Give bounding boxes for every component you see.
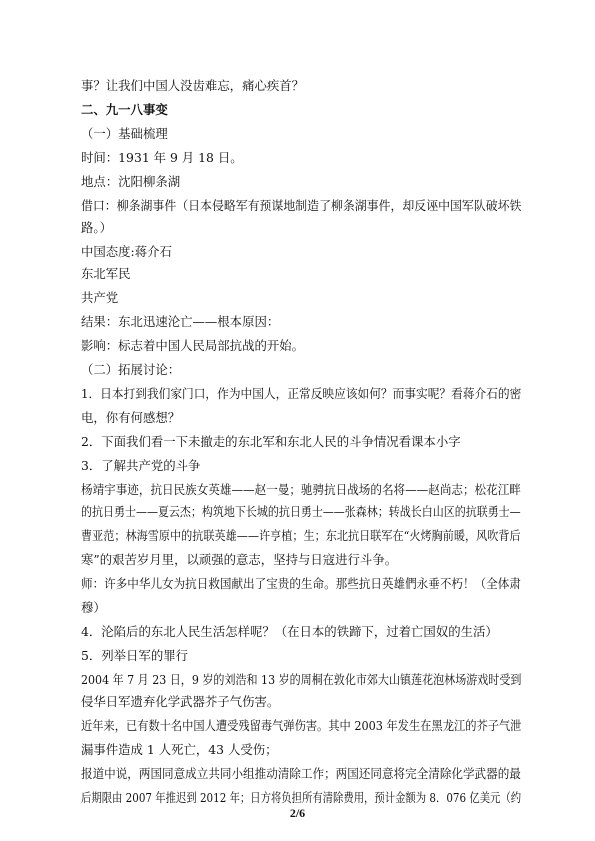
text-line: 4．沦陷后的东北人民生活怎样呢？（在日本的铁蹄下，过着亡国奴的生活） <box>81 624 498 639</box>
text-line: 报道中说，两国同意成立共同小组推动清除工作；两国还同意将完全清除化学武器的最 <box>81 766 521 781</box>
text-line: 的抗日勇士——夏云杰；构筑地下长城的抗日勇士——张森林；转战长白山区的抗联勇士— <box>81 504 521 519</box>
text-line: 共产党 <box>81 290 119 305</box>
text-line: 1．日本打到我们家门口，作为中国人，正常反映应该如何？而事实呢？看蒋介石的密 <box>81 386 522 401</box>
text-line: 穆） <box>81 600 106 615</box>
text-line: 电，你有何感想？ <box>81 410 181 425</box>
text-line: 借口：柳条湖事件（日本侵略军有预谋地制造了柳条湖事件，却反诬中国军队破坏铁 <box>81 198 522 213</box>
subsection-heading: （一）基础梳理 <box>81 126 168 141</box>
text-line: 2．下面我们看一下未撤走的东北军和东北人民的斗争情况看课本小字 <box>81 434 461 449</box>
text-line: 影响：标志着中国人民局部抗战的开始。 <box>81 338 305 353</box>
text-line: 侵华日军遗弃化学武器芥子气伤害。 <box>81 694 280 709</box>
subsection-heading: （二）拓展讨论： <box>81 362 181 377</box>
text-line: 寒”的艰苦岁月里，以顽强的意志，坚持与日寇进行斗争。 <box>81 552 398 567</box>
text-line: 师：许多中华儿女为抗日救国献出了宝贵的生命。那些抗日英雄們永垂不朽！（全体肃 <box>81 576 521 591</box>
text-line: 2004 年 7 月 23 日，9 岁的刘浩和 13 岁的周桐在敦化市郊大山镇莲花泡林场游戏时受到 <box>81 672 522 687</box>
text-line: 路。） <box>81 220 112 235</box>
section-heading: 二、九一八事变 <box>81 102 168 117</box>
page-number: 2/6 <box>289 806 306 820</box>
text-line: 后期限由 2007 年推迟到 2012 年；日方将负担所有清除费用，预计金额为 8．076 亿美元（约 <box>81 790 522 805</box>
text-line: 杨靖宇事迹，抗日民族女英雄——赵一曼；驰骋抗日战场的名将——赵尚志；松花江畔 <box>81 482 521 497</box>
text-line: 5．列举日军的罪行 <box>81 648 189 663</box>
text-line: 曹亚范；林海雪原中的抗联英雄——许亨植；生；东北抗日联军在“火烤胸前暖，风吹背后 <box>81 528 521 543</box>
text-line: 结果：东北迅速沦亡——根本原因： <box>81 314 280 329</box>
text-line: 事？让我们中国人没齿难忘，痛心疾首？ <box>81 78 305 93</box>
text-line: 近年来，已有数十名中国人遭受残留毒气弹伤害。其中 2003 年发生在黑龙江的芥子气泄 <box>81 718 522 733</box>
text-line: 地点：沈阳柳条湖 <box>81 174 181 189</box>
text-line: 中国态度:蒋介石 <box>81 244 172 259</box>
text-line: 时间：1931 年 9 月 18 日。 <box>81 150 243 165</box>
text-line: 东北军民 <box>81 266 131 281</box>
text-line: 3．了解共产党的斗争 <box>81 458 201 473</box>
text-line: 漏事件造成 1 人死亡，43 人受伤； <box>81 742 278 757</box>
